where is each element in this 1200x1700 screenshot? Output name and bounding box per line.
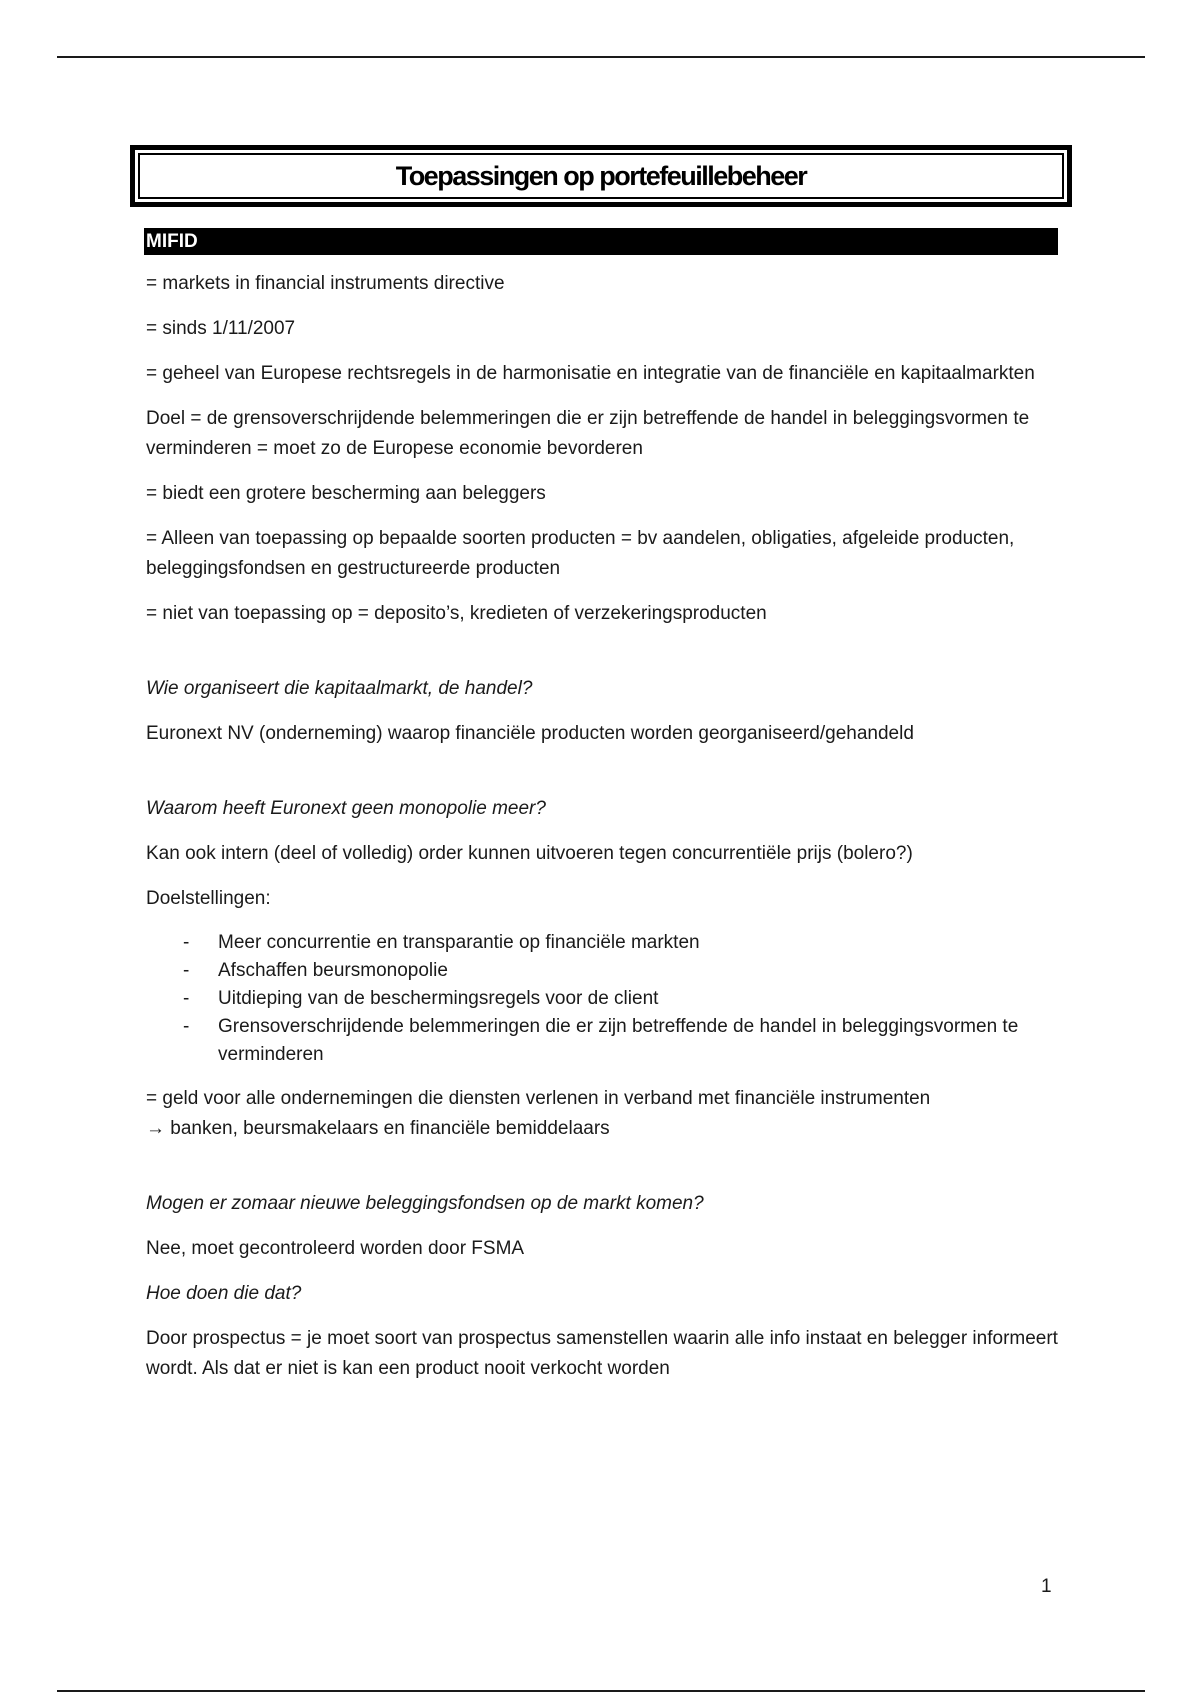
paragraph: = geheel van Europese rechtsregels in de harmonisatie en integratie van de financiële en kapitaalmarkten xyxy=(146,363,1035,384)
page-title: Toepassingen op portefeuillebeheer xyxy=(138,153,1064,199)
list-item xyxy=(146,1013,1076,1069)
goals-list xyxy=(146,929,1076,1069)
list-item-text: Grensoverschrijdende belemmeringen die er zijn betreffende de handel in beleggingsvormen te verminderen xyxy=(218,1016,1019,1065)
header-rule xyxy=(57,56,1145,58)
dash-bullet: - xyxy=(183,988,190,1009)
arrow-icon: → xyxy=(146,1118,165,1139)
goals-label: Doelstellingen: xyxy=(146,888,271,909)
dash-bullet: - xyxy=(183,960,190,981)
title-box xyxy=(130,145,1072,207)
paragraph: Doel = de grensoverschrijdende belemmeringen die er zijn betreffende de handel in beleggingsvormen te verminderen = moet zo de Europese economie bevorderen xyxy=(146,408,1030,459)
answer: Door prospectus = je moet soort van prospectus samenstellen waarin alle info instaat en belegger informeert wordt. Als dat er niet is kan een product nooit verkocht worden xyxy=(146,1328,1058,1379)
document-body xyxy=(146,269,1076,1399)
answer: Nee, moet gecontroleerd worden door FSMA xyxy=(146,1238,525,1259)
paragraph: = biedt een grotere bescherming aan beleggers xyxy=(146,483,546,504)
question: Mogen er zomaar nieuwe beleggingsfondsen op de markt komen? xyxy=(146,1193,704,1214)
dash-bullet: - xyxy=(183,1016,190,1037)
paragraph: = Alleen van toepassing op bepaalde soorten producten = bv aandelen, obligaties, afgeleide producten, beleggingsfondsen en gestructureerde producten xyxy=(146,528,1015,579)
dash-bullet: - xyxy=(183,932,190,953)
question: Hoe doen die dat? xyxy=(146,1283,302,1304)
question: Wie organiseert die kapitaalmarkt, de handel? xyxy=(146,678,533,699)
scope-line: = geld voor alle ondernemingen die diensten verlenen in verband met financiële instrumenten xyxy=(146,1088,931,1109)
scope-paragraph xyxy=(146,1084,1076,1144)
scope-line: banken, beursmakelaars en financiële bemiddelaars xyxy=(170,1118,610,1139)
footer-rule xyxy=(57,1690,1145,1692)
answer: Kan ook intern (deel of volledig) order kunnen uitvoeren tegen concurrentiële prijs (bolero?) xyxy=(146,843,913,864)
spacer xyxy=(146,1159,1076,1189)
section-heading: MIFID xyxy=(144,228,1058,255)
spacer xyxy=(146,644,1076,674)
list-item-text: Afschaffen beursmonopolie xyxy=(218,960,448,981)
paragraph: = niet van toepassing op = deposito’s, kredieten of verzekeringsproducten xyxy=(146,603,767,624)
list-item xyxy=(146,985,1076,1013)
question: Waarom heeft Euronext geen monopolie meer? xyxy=(146,798,546,819)
list-item-text: Meer concurrentie en transparantie op financiële markten xyxy=(218,932,700,953)
paragraph: = sinds 1/11/2007 xyxy=(146,318,296,339)
page-number: 1 xyxy=(1041,1576,1052,1597)
list-item xyxy=(146,929,1076,957)
spacer xyxy=(146,764,1076,794)
paragraph: = markets in financial instruments directive xyxy=(146,273,505,294)
list-item-text: Uitdieping van de beschermingsregels voor de client xyxy=(218,988,659,1009)
answer: Euronext NV (onderneming) waarop financiële producten worden georganiseerd/gehandeld xyxy=(146,723,914,744)
list-item xyxy=(146,957,1076,985)
